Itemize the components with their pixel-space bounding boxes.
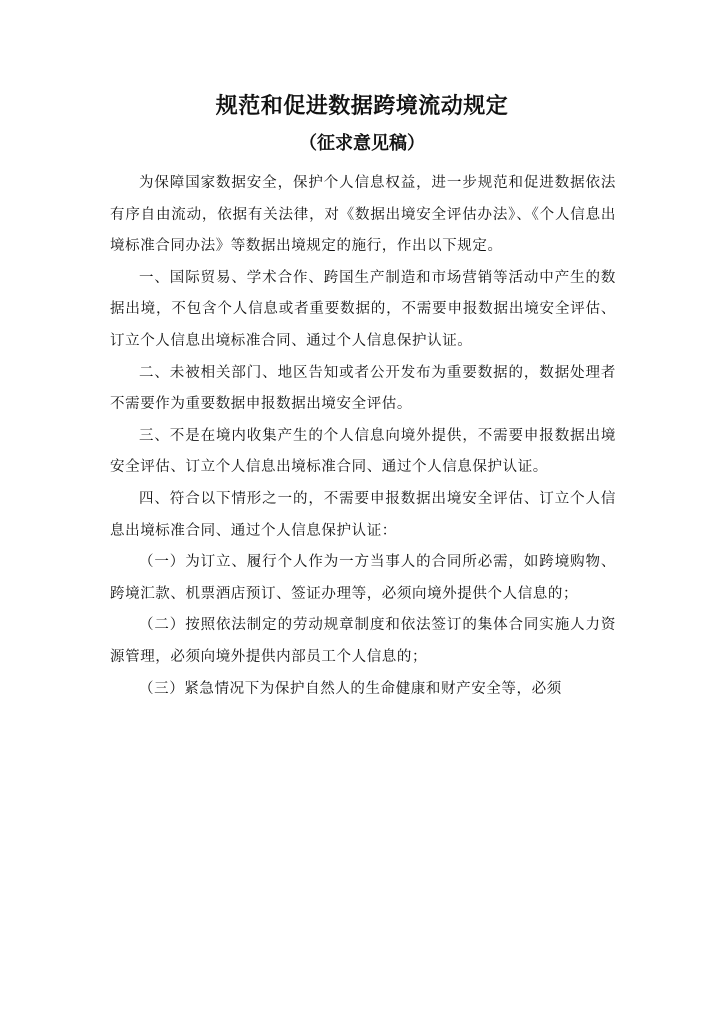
paragraph-item-3: （三）紧急情况下为保护自然人的生命健康和财产安全等，必须 — [139, 680, 562, 697]
paragraph-article-3: 三、不是在境内收集产生的个人信息向境外提供，不需要申报数据出境安全评估、订立个人信息出境标准合同、通过个人信息保护认证。 — [110, 427, 616, 476]
document-subtitle: （征求意见稿） — [299, 133, 425, 154]
document-title: 规范和促进数据跨境流动规定 — [215, 94, 509, 119]
paragraph-item-1: （一）为订立、履行个人作为一方当事人的合同所必需，如跨境购物、跨境汇款、机票酒店预订、签证办理等，必须向境外提供个人信息的； — [110, 554, 616, 602]
document-body — [110, 168, 616, 705]
paragraph-article-1: 一、国际贸易、学术合作、跨国生产制造和市场营销等活动中产生的数据出境，不包含个人信息或者重要数据的，不需要申报数据出境安全评估、订立个人信息出境标准合同、通过个人信息保护认证。 — [110, 269, 616, 349]
paragraph-preamble: 为保障国家数据安全，保护个人信息权益，进一步规范和促进数据依法有序自由流动，依据有关法律，对《数据出境安全评估办法》、《个人信息出境标准合同办法》等数据出境规定的施行，作出以下规定。 — [110, 175, 616, 255]
paragraph-item-2: （二）按照依法制定的劳动规章制度和依法签订的集体合同实施人力资源管理，必须向境外提供内部员工个人信息的； — [110, 617, 616, 665]
paragraph-article-4: 四、符合以下情形之一的，不需要申报数据出境安全评估、订立个人信息出境标准合同、通过个人信息保护认证： — [110, 490, 616, 539]
paragraph-article-2: 二、未被相关部门、地区告知或者公开发布为重要数据的，数据处理者不需要作为重要数据申报数据出境安全评估。 — [110, 364, 616, 413]
